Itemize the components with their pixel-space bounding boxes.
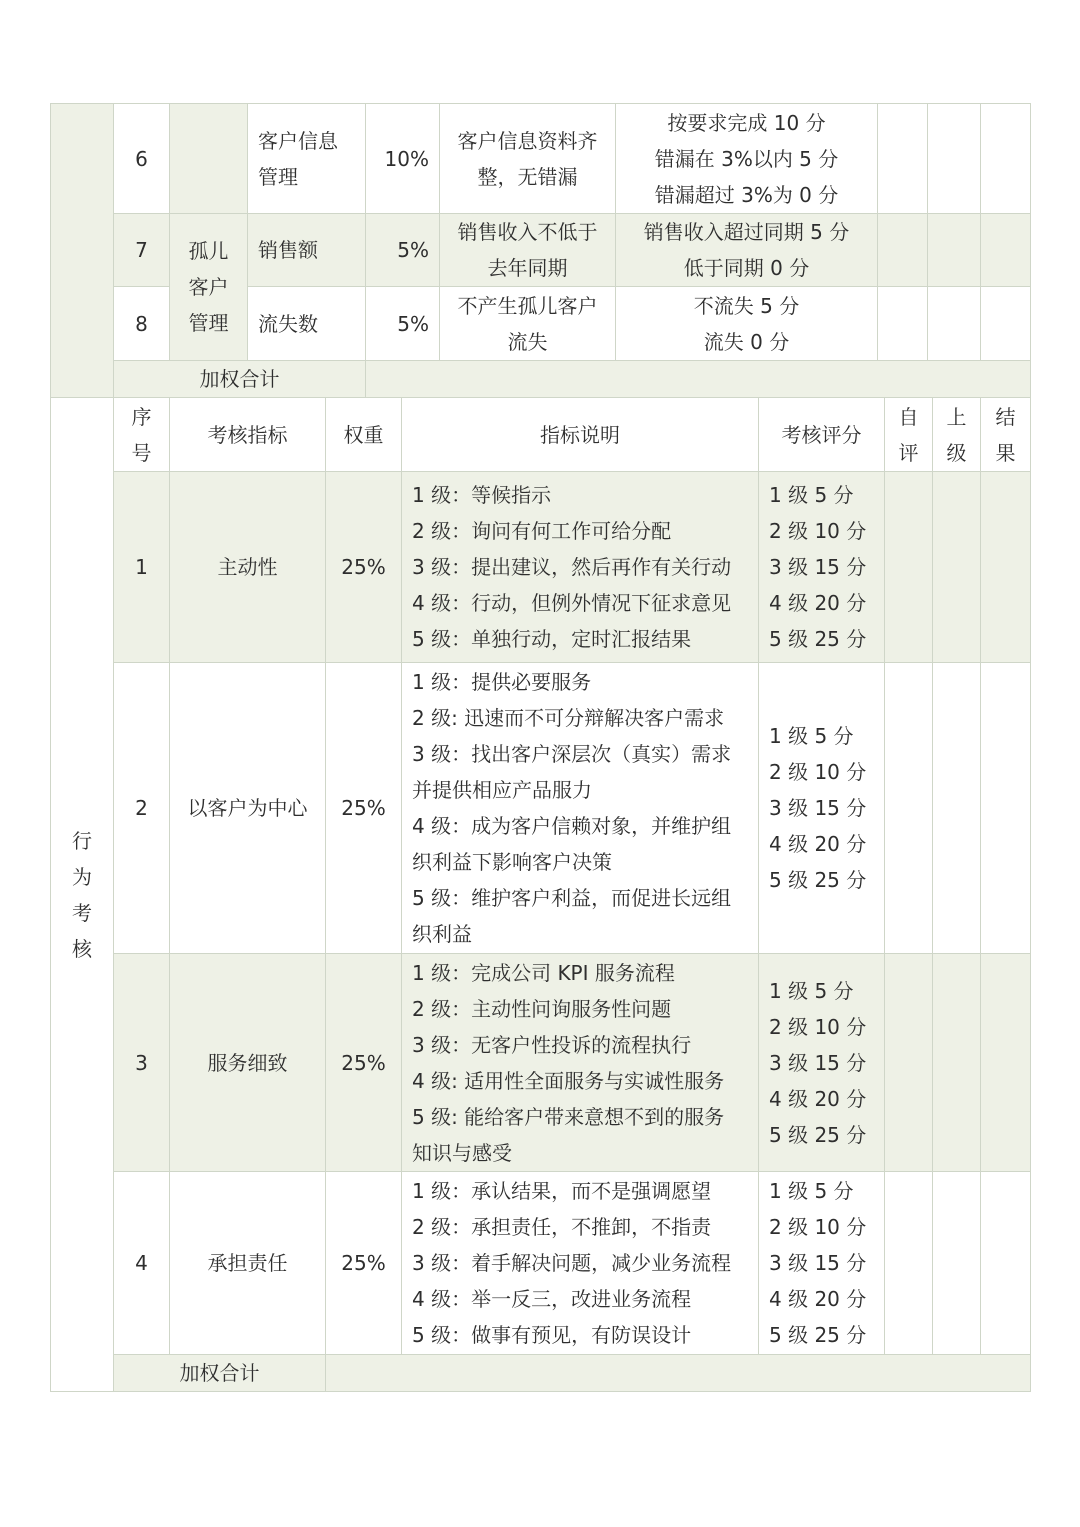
description-line: 4 级：行动，但例外情况下征求意见 bbox=[412, 591, 732, 615]
table-row bbox=[51, 472, 1031, 663]
scoring-line: 1 级 5 分 bbox=[769, 724, 854, 748]
scoring-line: 2 级 10 分 bbox=[769, 760, 867, 784]
result-cell[interactable] bbox=[981, 663, 1031, 954]
self-eval-cell[interactable] bbox=[885, 663, 933, 954]
self-eval-cell[interactable] bbox=[878, 287, 928, 361]
scoring-cell bbox=[759, 472, 885, 663]
total-label: 加权合计 bbox=[114, 1355, 326, 1392]
upper-kpi-table bbox=[50, 103, 1031, 398]
scoring-line: 4 级 20 分 bbox=[769, 832, 867, 856]
weight-cell: 25% bbox=[326, 1172, 402, 1355]
row-number: 3 bbox=[114, 954, 170, 1172]
scoring-cell bbox=[616, 104, 878, 214]
description-cell: 客户信息资料齐 整，无错漏 bbox=[440, 104, 616, 214]
scoring-line: 4 级 20 分 bbox=[769, 1287, 867, 1311]
table-row bbox=[51, 214, 1031, 287]
superior-eval-cell[interactable] bbox=[933, 1172, 981, 1355]
total-value-cell[interactable] bbox=[326, 1355, 1031, 1392]
result-cell[interactable] bbox=[981, 472, 1031, 663]
description-cell: 销售收入不低于 去年同期 bbox=[440, 214, 616, 287]
row-number: 1 bbox=[114, 472, 170, 663]
superior-eval-cell[interactable] bbox=[928, 104, 981, 214]
header-result: 结 果 bbox=[981, 398, 1031, 472]
superior-eval-cell[interactable] bbox=[928, 214, 981, 287]
result-cell[interactable] bbox=[981, 214, 1031, 287]
description-line: 2 级：询问有何工作可给分配 bbox=[412, 519, 672, 543]
scoring-line: 3 级 15 分 bbox=[769, 555, 867, 579]
scoring-line: 1 级 5 分 bbox=[769, 1179, 854, 1203]
header-description: 指标说明 bbox=[402, 398, 759, 472]
scoring-line: 5 级 25 分 bbox=[769, 1323, 867, 1347]
weight-cell: 25% bbox=[326, 954, 402, 1172]
scoring-cell bbox=[616, 214, 878, 287]
indicator-cell: 以客户为中心 bbox=[170, 663, 326, 954]
description-line: 1 级：承认结果，而不是强调愿望 bbox=[412, 1179, 712, 1203]
superior-eval-cell[interactable] bbox=[933, 663, 981, 954]
row-number: 2 bbox=[114, 663, 170, 954]
table-row bbox=[51, 954, 1031, 1172]
scoring-line: 3 级 15 分 bbox=[769, 796, 867, 820]
description-line: 织利益下影响客户决策 bbox=[412, 850, 612, 874]
scoring-line: 2 级 10 分 bbox=[769, 519, 867, 543]
scoring-line: 1 级 5 分 bbox=[769, 978, 854, 1003]
description-line: 5 级: 能给客户带来意想不到的服务 bbox=[412, 1104, 725, 1129]
result-cell[interactable] bbox=[981, 104, 1031, 214]
header-weight: 权重 bbox=[326, 398, 402, 472]
indicator-cell: 流失数 bbox=[248, 287, 366, 361]
description-line: 2 级：主动性问询服务性问题 bbox=[412, 996, 672, 1021]
indicator-cell: 客户信息 管理 bbox=[248, 104, 366, 214]
indicator-cell: 承担责任 bbox=[170, 1172, 326, 1355]
description-line: 织利益 bbox=[412, 922, 472, 946]
scoring-cell bbox=[616, 287, 878, 361]
category-cell bbox=[170, 104, 248, 214]
scoring-line: 3 级 15 分 bbox=[769, 1251, 867, 1275]
total-value-cell[interactable] bbox=[366, 361, 1031, 398]
scoring-line: 5 级 25 分 bbox=[769, 1122, 867, 1147]
description-line: 5 级：维护客户利益，而促进长远组 bbox=[412, 886, 732, 910]
row-number: 4 bbox=[114, 1172, 170, 1355]
indicator-cell: 销售额 bbox=[248, 214, 366, 287]
description-line: 3 级：提出建议，然后再作有关行动 bbox=[412, 555, 732, 579]
description-cell bbox=[402, 954, 759, 1172]
weight-cell: 10% bbox=[366, 104, 440, 214]
description-cell bbox=[402, 1172, 759, 1355]
self-eval-cell[interactable] bbox=[878, 214, 928, 287]
indicator-cell: 服务细致 bbox=[170, 954, 326, 1172]
scoring-line: 流失 0 分 bbox=[703, 329, 790, 354]
scoring-line: 低于同期 0 分 bbox=[683, 256, 810, 280]
description-line: 3 级：无客户性投诉的流程执行 bbox=[412, 1032, 692, 1057]
description-line: 1 级：等候指示 bbox=[412, 483, 552, 507]
self-eval-cell[interactable] bbox=[885, 1172, 933, 1355]
total-row bbox=[51, 1355, 1031, 1392]
table-row bbox=[51, 1172, 1031, 1355]
scoring-line: 错漏超过 3%为 0 分 bbox=[654, 182, 839, 207]
row-number: 6 bbox=[114, 104, 170, 214]
header-self-eval: 自 评 bbox=[885, 398, 933, 472]
superior-eval-cell[interactable] bbox=[933, 954, 981, 1172]
description-line: 知识与感受 bbox=[412, 1140, 512, 1165]
scoring-line: 销售收入超过同期 5 分 bbox=[643, 220, 850, 244]
description-line: 4 级：成为客户信赖对象，并维护组 bbox=[412, 814, 732, 838]
scoring-line: 3 级 15 分 bbox=[769, 1050, 867, 1075]
scoring-line: 按要求完成 10 分 bbox=[667, 110, 826, 135]
total-label: 加权合计 bbox=[114, 361, 366, 398]
scoring-line: 2 级 10 分 bbox=[769, 1215, 867, 1239]
table-row bbox=[51, 663, 1031, 954]
self-eval-cell[interactable] bbox=[885, 954, 933, 1172]
weight-cell: 25% bbox=[326, 663, 402, 954]
total-row bbox=[51, 361, 1031, 398]
weight-cell: 25% bbox=[326, 472, 402, 663]
description-cell bbox=[402, 472, 759, 663]
scoring-line: 4 级 20 分 bbox=[769, 591, 867, 615]
description-cell: 不产生孤儿客户 流失 bbox=[440, 287, 616, 361]
description-line: 3 级：着手解决问题，减少业务流程 bbox=[412, 1251, 732, 1275]
table-row bbox=[51, 104, 1031, 214]
behavior-assessment-table bbox=[50, 397, 1031, 1392]
description-line: 1 级：完成公司 KPI 服务流程 bbox=[412, 960, 675, 985]
description-line: 2 级：承担责任，不推卸，不指责 bbox=[412, 1215, 712, 1239]
description-line: 1 级：提供必要服务 bbox=[412, 670, 592, 694]
scoring-line: 1 级 5 分 bbox=[769, 483, 854, 507]
scoring-line: 5 级 25 分 bbox=[769, 868, 867, 892]
description-line: 4 级: 适用性全面服务与实诚性服务 bbox=[412, 1068, 725, 1093]
scoring-line: 错漏在 3%以内 5 分 bbox=[654, 146, 839, 171]
group-label: 孤儿 客户 管理 bbox=[170, 214, 248, 361]
header-indicator: 考核指标 bbox=[170, 398, 326, 472]
superior-eval-cell[interactable] bbox=[928, 287, 981, 361]
scoring-line: 5 级 25 分 bbox=[769, 627, 867, 651]
scoring-line: 4 级 20 分 bbox=[769, 1086, 867, 1111]
row-number: 8 bbox=[114, 287, 170, 361]
description-line: 2 级: 迅速而不可分辩解决客户需求 bbox=[412, 706, 725, 730]
description-line: 4 级：举一反三，改进业务流程 bbox=[412, 1287, 692, 1311]
scoring-line: 不流失 5 分 bbox=[693, 293, 800, 318]
header-superior: 上 级 bbox=[933, 398, 981, 472]
self-eval-cell[interactable] bbox=[878, 104, 928, 214]
self-eval-cell[interactable] bbox=[885, 472, 933, 663]
scoring-cell bbox=[759, 1172, 885, 1355]
description-line: 3 级：找出客户深层次（真实）需求 bbox=[412, 742, 732, 766]
weight-cell: 5% bbox=[366, 287, 440, 361]
section-label-cell bbox=[51, 104, 114, 398]
description-line: 5 级：做事有预见，有防误设计 bbox=[412, 1323, 692, 1347]
description-cell bbox=[402, 663, 759, 954]
scoring-cell bbox=[759, 663, 885, 954]
section-label: 行 为 考 核 bbox=[51, 398, 114, 1392]
description-line: 并提供相应产品服力 bbox=[412, 778, 592, 802]
scoring-cell bbox=[759, 954, 885, 1172]
result-cell[interactable] bbox=[981, 1172, 1031, 1355]
row-number: 7 bbox=[114, 214, 170, 287]
header-scoring: 考核评分 bbox=[759, 398, 885, 472]
description-line: 5 级：单独行动，定时汇报结果 bbox=[412, 627, 692, 651]
result-cell[interactable] bbox=[981, 954, 1031, 1172]
header-no: 序 号 bbox=[114, 398, 170, 472]
superior-eval-cell[interactable] bbox=[933, 472, 981, 663]
indicator-cell: 主动性 bbox=[170, 472, 326, 663]
weight-cell: 5% bbox=[366, 214, 440, 287]
header-row bbox=[51, 398, 1031, 472]
scoring-line: 2 级 10 分 bbox=[769, 1014, 867, 1039]
result-cell[interactable] bbox=[981, 287, 1031, 361]
